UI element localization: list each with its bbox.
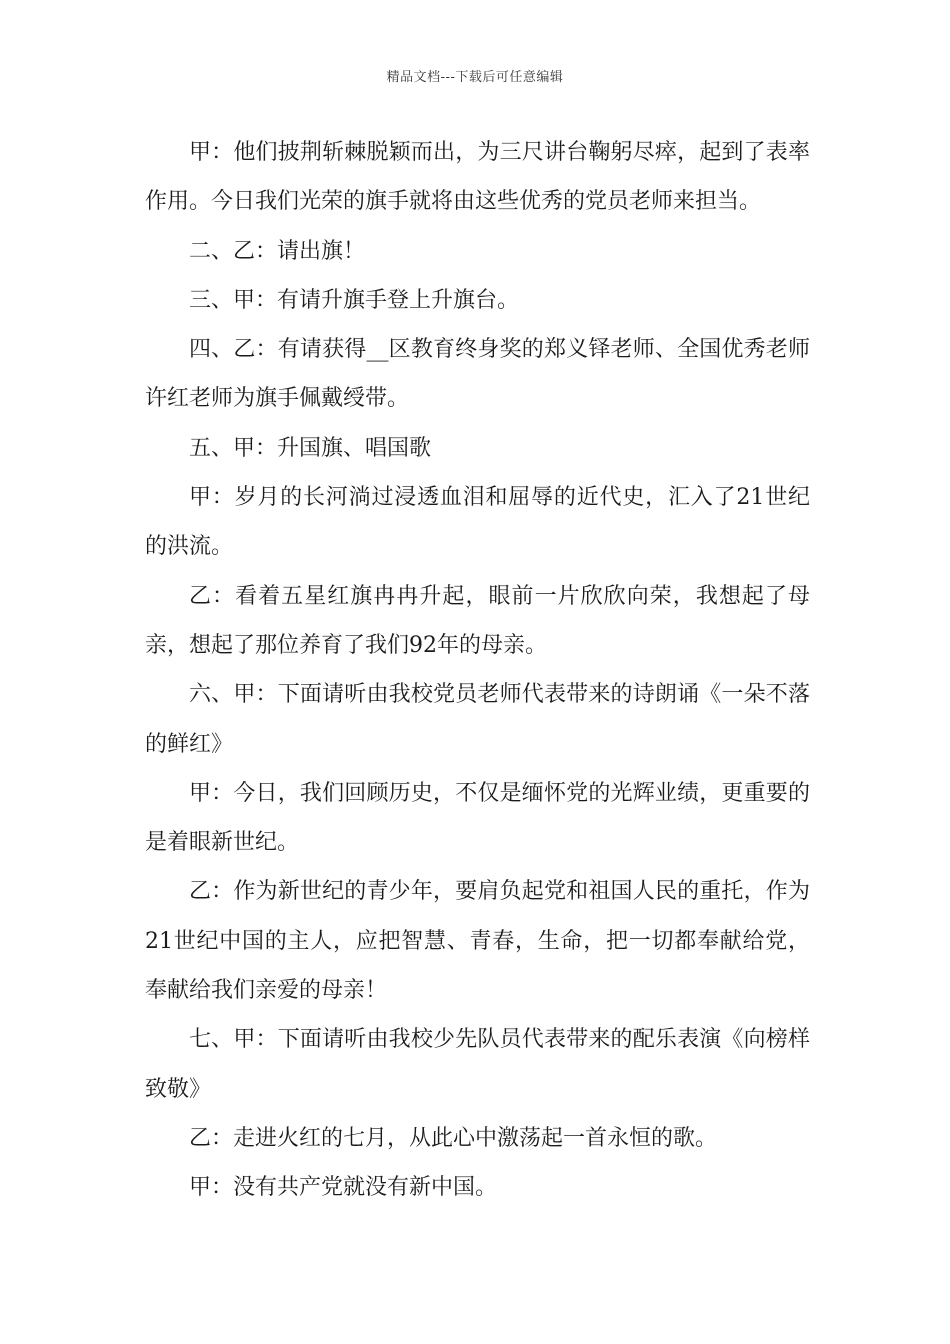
paragraph: 六、甲：下面请听由我校党员老师代表带来的诗朗诵《一朵不落的鲜红》 [145,682,810,757]
paragraph: 四、乙：有请获得__区教育终身奖的郑义铎老师、全国优秀老师许红老师为旗手佩戴绶带。 [145,337,810,412]
paragraph: 五、甲：升国旗、唱国歌 [189,435,432,461]
paragraph: 二、乙：请出旗！ [189,238,366,264]
paragraph: 乙：看着五星红旗冉冉升起，眼前一片欣欣向荣，我想起了母亲，想起了那位养育了我们92年的母亲。 [145,583,810,658]
page-header: 精品文档---下载后可任意编辑 [386,70,564,85]
paragraph: 甲：没有共产党就没有新中国。 [189,1175,498,1201]
paragraph: 三、甲：有请升旗手登上升旗台。 [189,287,520,313]
paragraph: 乙：走进火红的七月，从此心中激荡起一首永恒的歌。 [189,1125,718,1151]
paragraph: 甲：今日，我们回顾历史，不仅是缅怀党的光辉业绩，更重要的是着眼新世纪。 [145,780,810,856]
paragraph: 甲：岁月的长河淌过浸透血泪和屈辱的近代史，汇入了21世纪的洪流。 [145,485,810,560]
document-body [145,128,810,1213]
paragraph: 乙：作为新世纪的青少年，要肩负起党和祖国人民的重托，作为21世纪中国的主人，应把智慧、青春，生命，把一切都奉献给党，奉献给我们亲爱的母亲！ [145,879,810,1004]
paragraph: 甲：他们披荆斩棘脱颖而出，为三尺讲台鞠躬尽瘁，起到了表率作用。今日我们光荣的旗手就将由这些优秀的党员老师来担当。 [145,140,810,215]
paragraph: 七、甲：下面请听由我校少先队员代表带来的配乐表演《向榜样致敬》 [145,1027,810,1102]
